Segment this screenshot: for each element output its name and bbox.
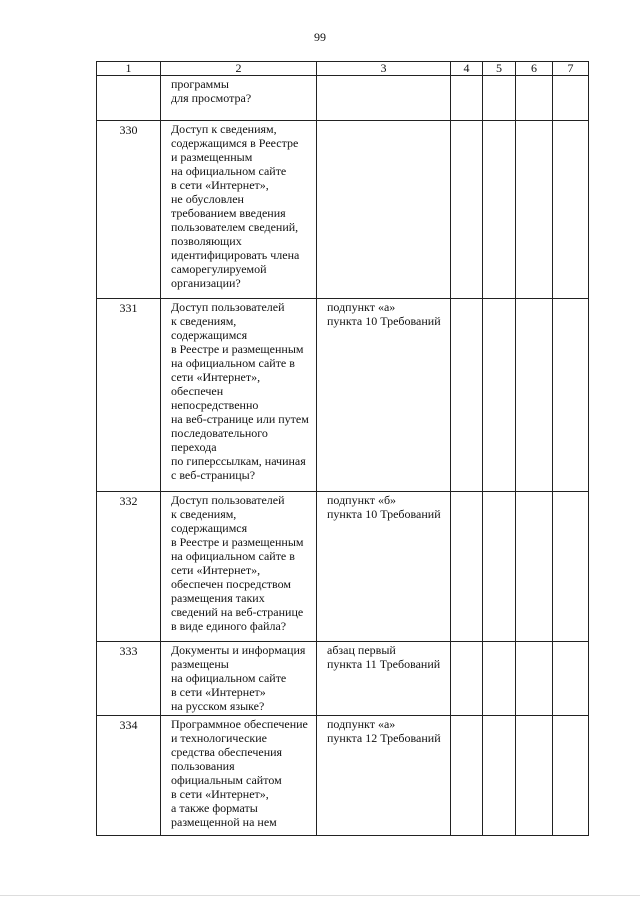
question-cell: Программное обеспечение и технологические средства обеспечения пользования официальным сайтом в сети «Интернет», а также форматы размещенной на нем <box>161 716 317 836</box>
empty-cell <box>451 121 483 299</box>
empty-cell <box>516 642 553 716</box>
row-number: 333 <box>97 642 161 716</box>
empty-cell <box>516 492 553 642</box>
page-number: 99 <box>314 30 326 44</box>
row-number: 330 <box>97 121 161 299</box>
empty-cell <box>516 76 553 121</box>
reference-cell: абзац первый пункта 11 Требований <box>317 642 451 716</box>
table-row <box>97 299 589 492</box>
empty-cell <box>483 121 516 299</box>
empty-cell <box>553 492 589 642</box>
empty-cell <box>483 76 516 121</box>
empty-cell <box>553 121 589 299</box>
column-header: 3 <box>317 62 451 76</box>
row-number: 331 <box>97 299 161 492</box>
empty-cell <box>553 642 589 716</box>
table-row <box>97 642 589 716</box>
checklist-table <box>96 61 589 836</box>
column-header-row <box>97 62 589 76</box>
empty-cell <box>553 716 589 836</box>
reference-cell: подпункт «б» пункта 10 Требований <box>317 492 451 642</box>
empty-cell <box>516 121 553 299</box>
question-cell: Документы и информация размещены на официальном сайте в сети «Интернет» на русском языке? <box>161 642 317 716</box>
scan-edge-divider <box>0 895 640 896</box>
reference-cell: подпункт «а» пункта 12 Требований <box>317 716 451 836</box>
question-cell: Доступ пользователей к сведениям, содержащимся в Реестре и размещенным на официальном сайте в сети «Интернет», обеспечен посредством размещения таких сведений на веб-странице в виде единого файла? <box>161 492 317 642</box>
reference-cell: подпункт «а» пункта 10 Требований <box>317 299 451 492</box>
table-row <box>97 492 589 642</box>
reference-cell <box>317 121 451 299</box>
row-number: 332 <box>97 492 161 642</box>
empty-cell <box>553 299 589 492</box>
empty-cell <box>516 716 553 836</box>
column-header: 2 <box>161 62 317 76</box>
column-header: 5 <box>483 62 516 76</box>
reference-cell <box>317 76 451 121</box>
row-number <box>97 76 161 121</box>
column-header: 7 <box>553 62 589 76</box>
question-cell: программы для просмотра? <box>161 76 317 121</box>
empty-cell <box>451 716 483 836</box>
table-row <box>97 121 589 299</box>
table-row <box>97 716 589 836</box>
empty-cell <box>483 299 516 492</box>
empty-cell <box>451 642 483 716</box>
empty-cell <box>516 299 553 492</box>
empty-cell <box>483 716 516 836</box>
empty-cell <box>451 492 483 642</box>
column-header: 1 <box>97 62 161 76</box>
column-header: 4 <box>451 62 483 76</box>
question-cell: Доступ к сведениям, содержащимся в Реестре и размещенным на официальном сайте в сети «Интернет», не обусловлен требованием введения пользователем сведений, позволяющих идентифицировать члена саморегулируемой организации? <box>161 121 317 299</box>
empty-cell <box>553 76 589 121</box>
empty-cell <box>483 642 516 716</box>
question-cell: Доступ пользователей к сведениям, содержащимся в Реестре и размещенным на официальном сайте в сети «Интернет», обеспечен непосредственно на веб-странице или путем последовательного перехода по гиперссылкам, начиная с веб-страницы? <box>161 299 317 492</box>
empty-cell <box>483 492 516 642</box>
column-header: 6 <box>516 62 553 76</box>
empty-cell <box>451 76 483 121</box>
table-row <box>97 76 589 121</box>
row-number: 334 <box>97 716 161 836</box>
empty-cell <box>451 299 483 492</box>
